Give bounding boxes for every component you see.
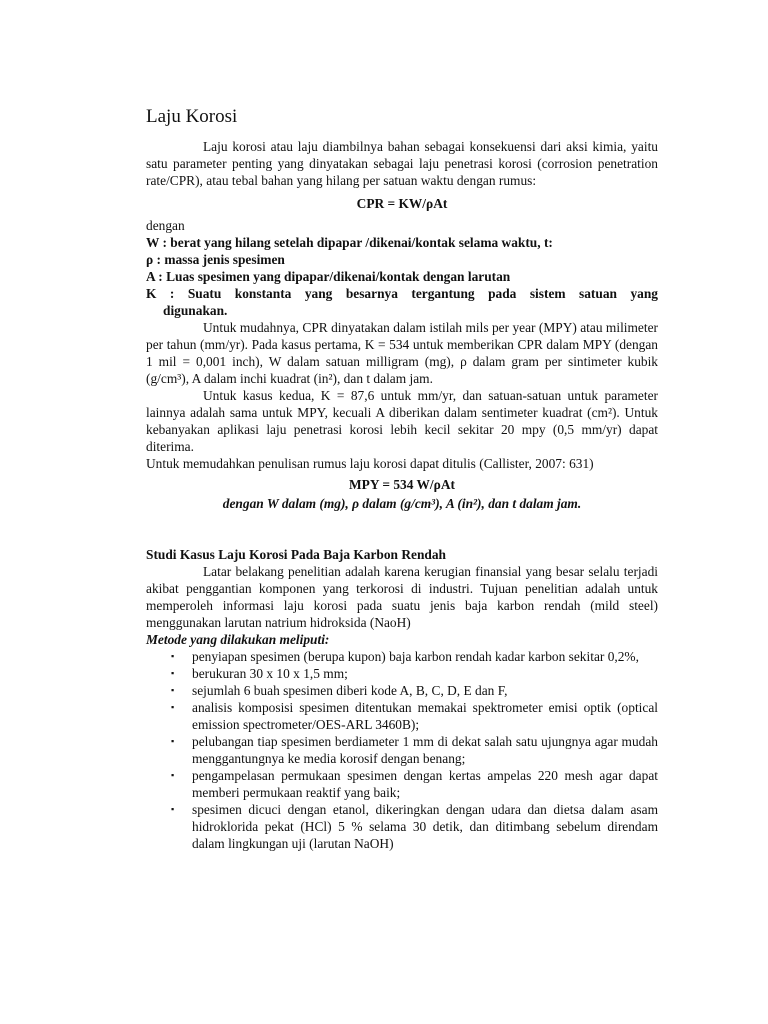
method-item-text: pengampelasan permukaan spesimen dengan kertas ampelas 220 mesh agar dapat memberi permukaan reaktif yang baik; <box>192 768 658 800</box>
case-study-title: Studi Kasus Laju Korosi Pada Baja Karbon Rendah <box>146 547 447 562</box>
bullet-icon: ▪ <box>171 685 175 695</box>
method-list-item <box>171 665 658 682</box>
intro-paragraph: Laju korosi atau laju diambilnya bahan sebagai konsekuensi dari aksi kimia, yaitu satu parameter penting yang dinyatakan sebagai laju penetrasi korosi (corrosion penetration rate/CPR), atau tebal bahan yang hilang per satuan waktu dengan rumus: <box>146 139 658 188</box>
callister-paragraph: Untuk memudahkan penulisan rumus laju korosi dapat ditulis (Callister, 2007: 631) <box>146 456 594 471</box>
method-item-text: penyiapan spesimen (berupa kupon) baja karbon rendah kadar karbon sekitar 0,2%, <box>192 649 639 664</box>
variable-rho: ρ : massa jenis spesimen <box>146 252 285 267</box>
bullet-icon: ▪ <box>171 668 175 678</box>
bullet-icon: ▪ <box>171 736 175 746</box>
variable-k <box>146 285 658 302</box>
bullet-icon: ▪ <box>171 804 175 814</box>
method-title: Metode yang dilakukan meliputi: <box>146 632 330 647</box>
variable-k-line2: digunakan. <box>163 303 228 318</box>
variable-a: A : Luas spesimen yang dipapar/dikenai/kontak dengan larutan <box>146 269 511 284</box>
page-title: Laju Korosi <box>146 106 238 127</box>
case-study-paragraph: Latar belakang penelitian adalah karena kerugian finansial yang besar selalu terjadi akibat penggantian komponen yang terkorosi di industri. Tujuan penelitian adalah untuk memperoleh informasi laju korosi pada suatu jenis baja karbon rendah (mild steel) menggunakan larutan natrium hidroksida (NaoH) <box>146 564 658 630</box>
method-item-text: spesimen dicuci dengan etanol, dikeringkan dengan udara dan dietsa dalam asam hidroklorida pekat (HCl) 5 % selama 30 detik, dan ditimbang sebelum direndam dalam lingkungan uji (larutan NaOH) <box>192 802 658 851</box>
cpr-formula: CPR = KW/ρAt <box>356 196 448 211</box>
method-item-text: pelubangan tiap spesimen berdiameter 1 mm di dekat salah satu ujungnya agar mudah menggantungnya ke media korosif dengan benang; <box>192 734 658 766</box>
method-item-text: sejumlah 6 buah spesimen diberi kode A, B, C, D, E dan F, <box>192 683 508 698</box>
method-list-item <box>171 648 658 665</box>
method-list-item <box>171 767 658 801</box>
method-item-text: berukuran 30 x 10 x 1,5 mm; <box>192 666 348 681</box>
mpy-formula: MPY = 534 W/ρAt <box>349 477 455 492</box>
method-list-item <box>171 733 658 767</box>
method-list-item <box>171 699 658 733</box>
formula-note: dengan W dalam (mg), ρ dalam (g/cm³), A (in²), dan t dalam jam. <box>222 496 582 511</box>
bullet-icon: ▪ <box>171 770 175 780</box>
variable-k-line1: K : Suatu konstanta yang besarnya tergantung pada sistem satuan yang <box>146 286 658 301</box>
method-item-text: analisis komposisi spesimen ditentukan memakai spektrometer emisi optik (optical emission spectrometer/OES-ARL 3460B); <box>192 700 658 732</box>
case2-paragraph: Untuk kasus kedua, K = 87,6 untuk mm/yr, dan satuan-satuan untuk parameter lainnya adalah sama untuk MPY, kecuali A diberikan dalam sentimeter kuadrat (cm²). Untuk kebanyakan aplikasi laju penetrasi korosi lebih kecil sekitar 20 mpy (0,5 mm/yr) dapat diterima. <box>146 388 658 454</box>
mpy-paragraph: Untuk mudahnya, CPR dinyatakan dalam istilah mils per year (MPY) atau milimeter per tahun (mm/yr). Pada kasus pertama, K = 534 untuk memberikan CPR dalam MPY (dengan 1 mil = 0,001 inch), W dalam satuan milligram (mg), ρ dalam gram per sintimeter kubik (g/cm³), A dalam inchi kuadrat (in²), dan t dalam jam. <box>146 320 658 386</box>
with-label: dengan <box>146 218 185 233</box>
method-list <box>146 648 658 852</box>
variable-w: W : berat yang hilang setelah dipapar /dikenai/kontak selama waktu, t: <box>146 235 553 250</box>
method-list-item <box>171 682 658 699</box>
bullet-icon: ▪ <box>171 651 175 661</box>
section-spacer <box>146 512 658 546</box>
method-list-item <box>171 801 658 852</box>
bullet-icon: ▪ <box>171 702 175 712</box>
